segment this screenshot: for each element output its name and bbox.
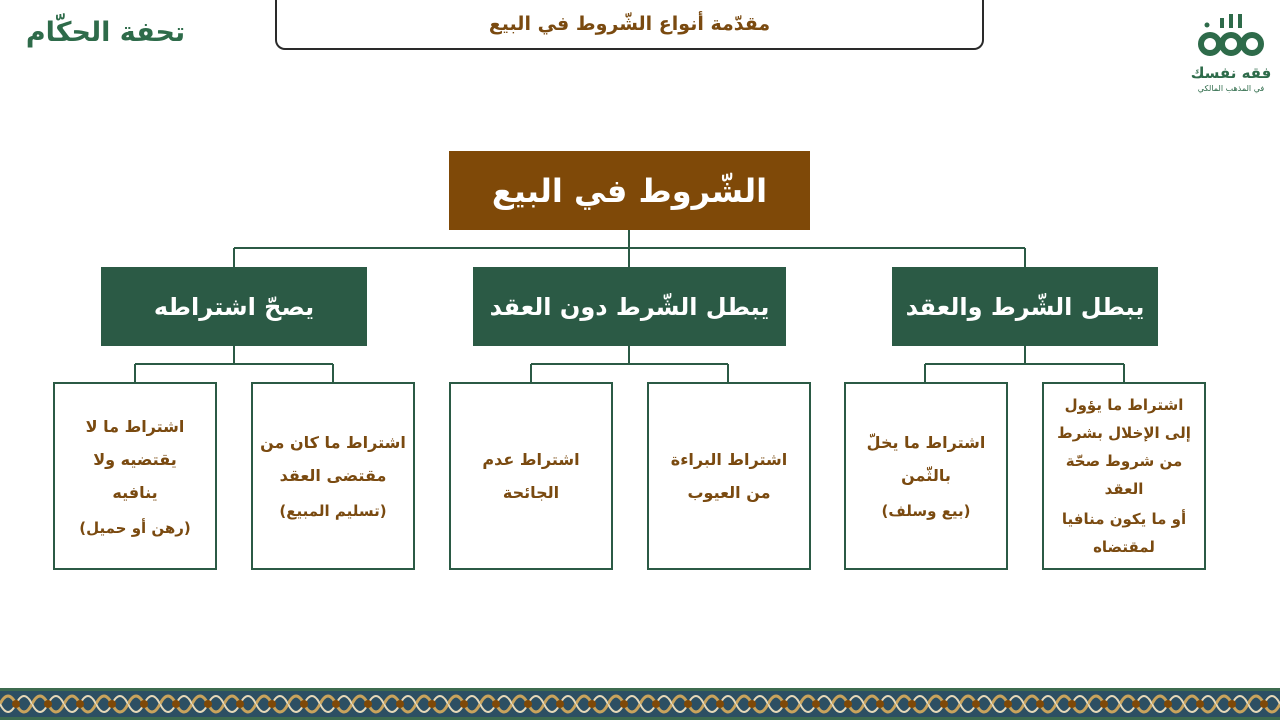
leaf-text: اشتراط البراءة من العيوب (670, 450, 788, 502)
leaf-note: (رهن أو حميل) (79, 518, 191, 537)
brand-title: تحفة الحكّام (25, 16, 186, 48)
leaf-box (449, 382, 613, 570)
category-label: يبطل الشّرط والعقد (905, 292, 1145, 321)
logo-subtitle: في المذهب المالكي (1197, 84, 1265, 93)
category-node-invalidates-both (892, 267, 1158, 346)
leaf-note: (تسليم المبيع) (279, 502, 387, 520)
category-label: يصحّ اشتراطه (153, 292, 315, 321)
leaf-note: (بيع وسلف) (881, 502, 971, 520)
leaf-text: اشتراط ما يؤول إلى الإخلال بشرط من شروط صحّة العقد (1057, 396, 1191, 498)
logo-name: فقه نفسك (1190, 64, 1272, 82)
leaf-text: اشتراط عدم الجائحة (482, 450, 580, 502)
leaf-note: أو ما يكون منافيا لمقتضاه (1061, 510, 1187, 556)
root-node (449, 151, 810, 230)
header-title: مقدّمة أنواع الشّروط في البيع (488, 13, 771, 35)
leaf-box (844, 382, 1008, 570)
leaf-box (647, 382, 811, 570)
leaf-box (53, 382, 217, 570)
leaf-box (251, 382, 415, 570)
category-node-invalidates-condition (473, 267, 786, 346)
leaf-box (1042, 382, 1206, 570)
category-node-valid-condition (101, 267, 367, 346)
root-label: الشّروط في البيع (491, 171, 768, 210)
leaf-text: اشتراط ما كان من مقتضى العقد (260, 433, 406, 485)
leaf-text: اشتراط ما يخلّ بالثّمن (866, 433, 986, 485)
arabesque-pattern-band (0, 688, 1280, 720)
category-label: يبطل الشّرط دون العقد (489, 292, 770, 321)
leaf-text: اشتراط ما لا يقتضيه ولا ينافيه (85, 416, 185, 502)
